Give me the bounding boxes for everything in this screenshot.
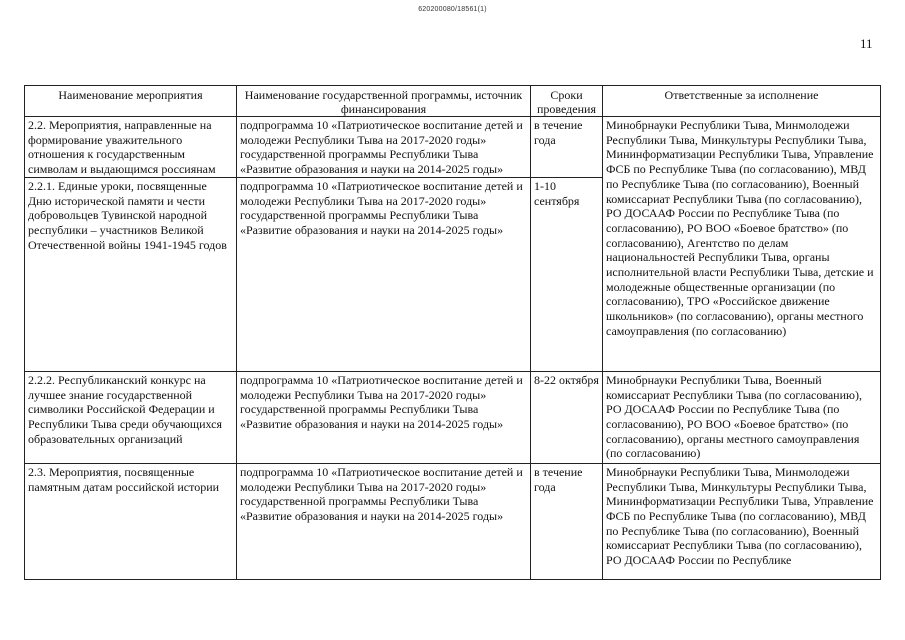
cell-responsible-merged: Минобрнауки Республики Тыва, Минмолодежи Республики Тыва, Минкультуры Республики Тыва, Мининформатизации Республики Тыва, Управление ФСБ по Республике Тыва (по согласованию), МВД по Республике Тыва (по согласованию), Военный комиссариат Республики Тыва (по согласованию), РО ДОСААФ России по Республике Тыва (по согласованию), РО ВОО «Боевое братство» (по согласованию), Агентство по делам национальностей Республики Тыва, органы исполнительной власти Республики Тыва, детские и молодежные общественные организации (по согласованию), ТРО «Российское движение школьников» (по согласованию), органы местного самоуправления (по согласованию) [603,117,881,372]
document-id: 620200080/18561(1) [418,6,487,13]
cell-program: подпрограмма 10 «Патриотическое воспитание детей и молодежи Республики Тыва на 2017-2020 годы» государственной программы Республики Тыва «Развитие образования и науки на 2014-2025 годы» [237,117,531,178]
cell-responsible: Минобрнауки Республики Тыва, Военный комиссариат Республики Тыва (по согласованию), РО ДОСААФ России по Республике Тыва (по согласованию), РО ВОО «Боевое братство» (по согласованию), органы местного самоуправления (по согласованию) [603,371,881,463]
cell-event: 2.2. Мероприятия, направленные на формирование уважительного отношения к государственным символам и выдающимся россиянам [25,117,237,178]
table-row [25,371,881,463]
header-deadline: Сроки проведения [531,86,603,117]
page-number: 11 [860,36,873,51]
table-row [25,117,881,178]
table-row [25,463,881,579]
cell-responsible: Минобрнауки Республики Тыва, Минмолодежи Республики Тыва, Минкультуры Республики Тыва, Мининформатизации Республики Тыва, Управление ФСБ по Республике Тыва (по согласованию), МВД по Республике Тыва (по согласованию), Военный комиссариат Республики Тыва (по согласованию), РО ДОСААФ России по Республике [603,463,881,579]
cell-event: 2.3. Мероприятия, посвященные памятным датам российской истории [25,463,237,579]
cell-event: 2.2.2. Республиканский конкурс на лучшее знание государственной символики Российской Федерации и Республики Тыва среди обучающихся образовательных организаций [25,371,237,463]
table-header-row [25,86,881,117]
cell-program: подпрограмма 10 «Патриотическое воспитание детей и молодежи Республики Тыва на 2017-2020 годы» государственной программы Республики Тыва «Развитие образования и науки на 2014-2025 годы» [237,463,531,579]
header-event: Наименование мероприятия [25,86,237,117]
events-table [24,85,881,580]
header-responsible: Ответственные за исполнение [603,86,881,117]
cell-deadline: в течение года [531,117,603,178]
cell-program: подпрограмма 10 «Патриотическое воспитание детей и молодежи Республики Тыва на 2017-2020 годы» государственной программы Республики Тыва «Развитие образования и науки на 2014-2025 годы» [237,177,531,371]
cell-deadline: в течение года [531,463,603,579]
cell-program: подпрограмма 10 «Патриотическое воспитание детей и молодежи Республики Тыва на 2017-2020 годы» государственной программы Республики Тыва «Развитие образования и науки на 2014-2025 годы» [237,371,531,463]
header-program: Наименование государственной программы, источник финансирования [237,86,531,117]
cell-event: 2.2.1. Единые уроки, посвященные Дню исторической памяти и чести добровольцев Тувинской народной республики – участников Великой Отечественной войны 1941-1945 годов [25,177,237,371]
cell-deadline: 1-10 сентября [531,177,603,371]
cell-deadline: 8-22 октября [531,371,603,463]
